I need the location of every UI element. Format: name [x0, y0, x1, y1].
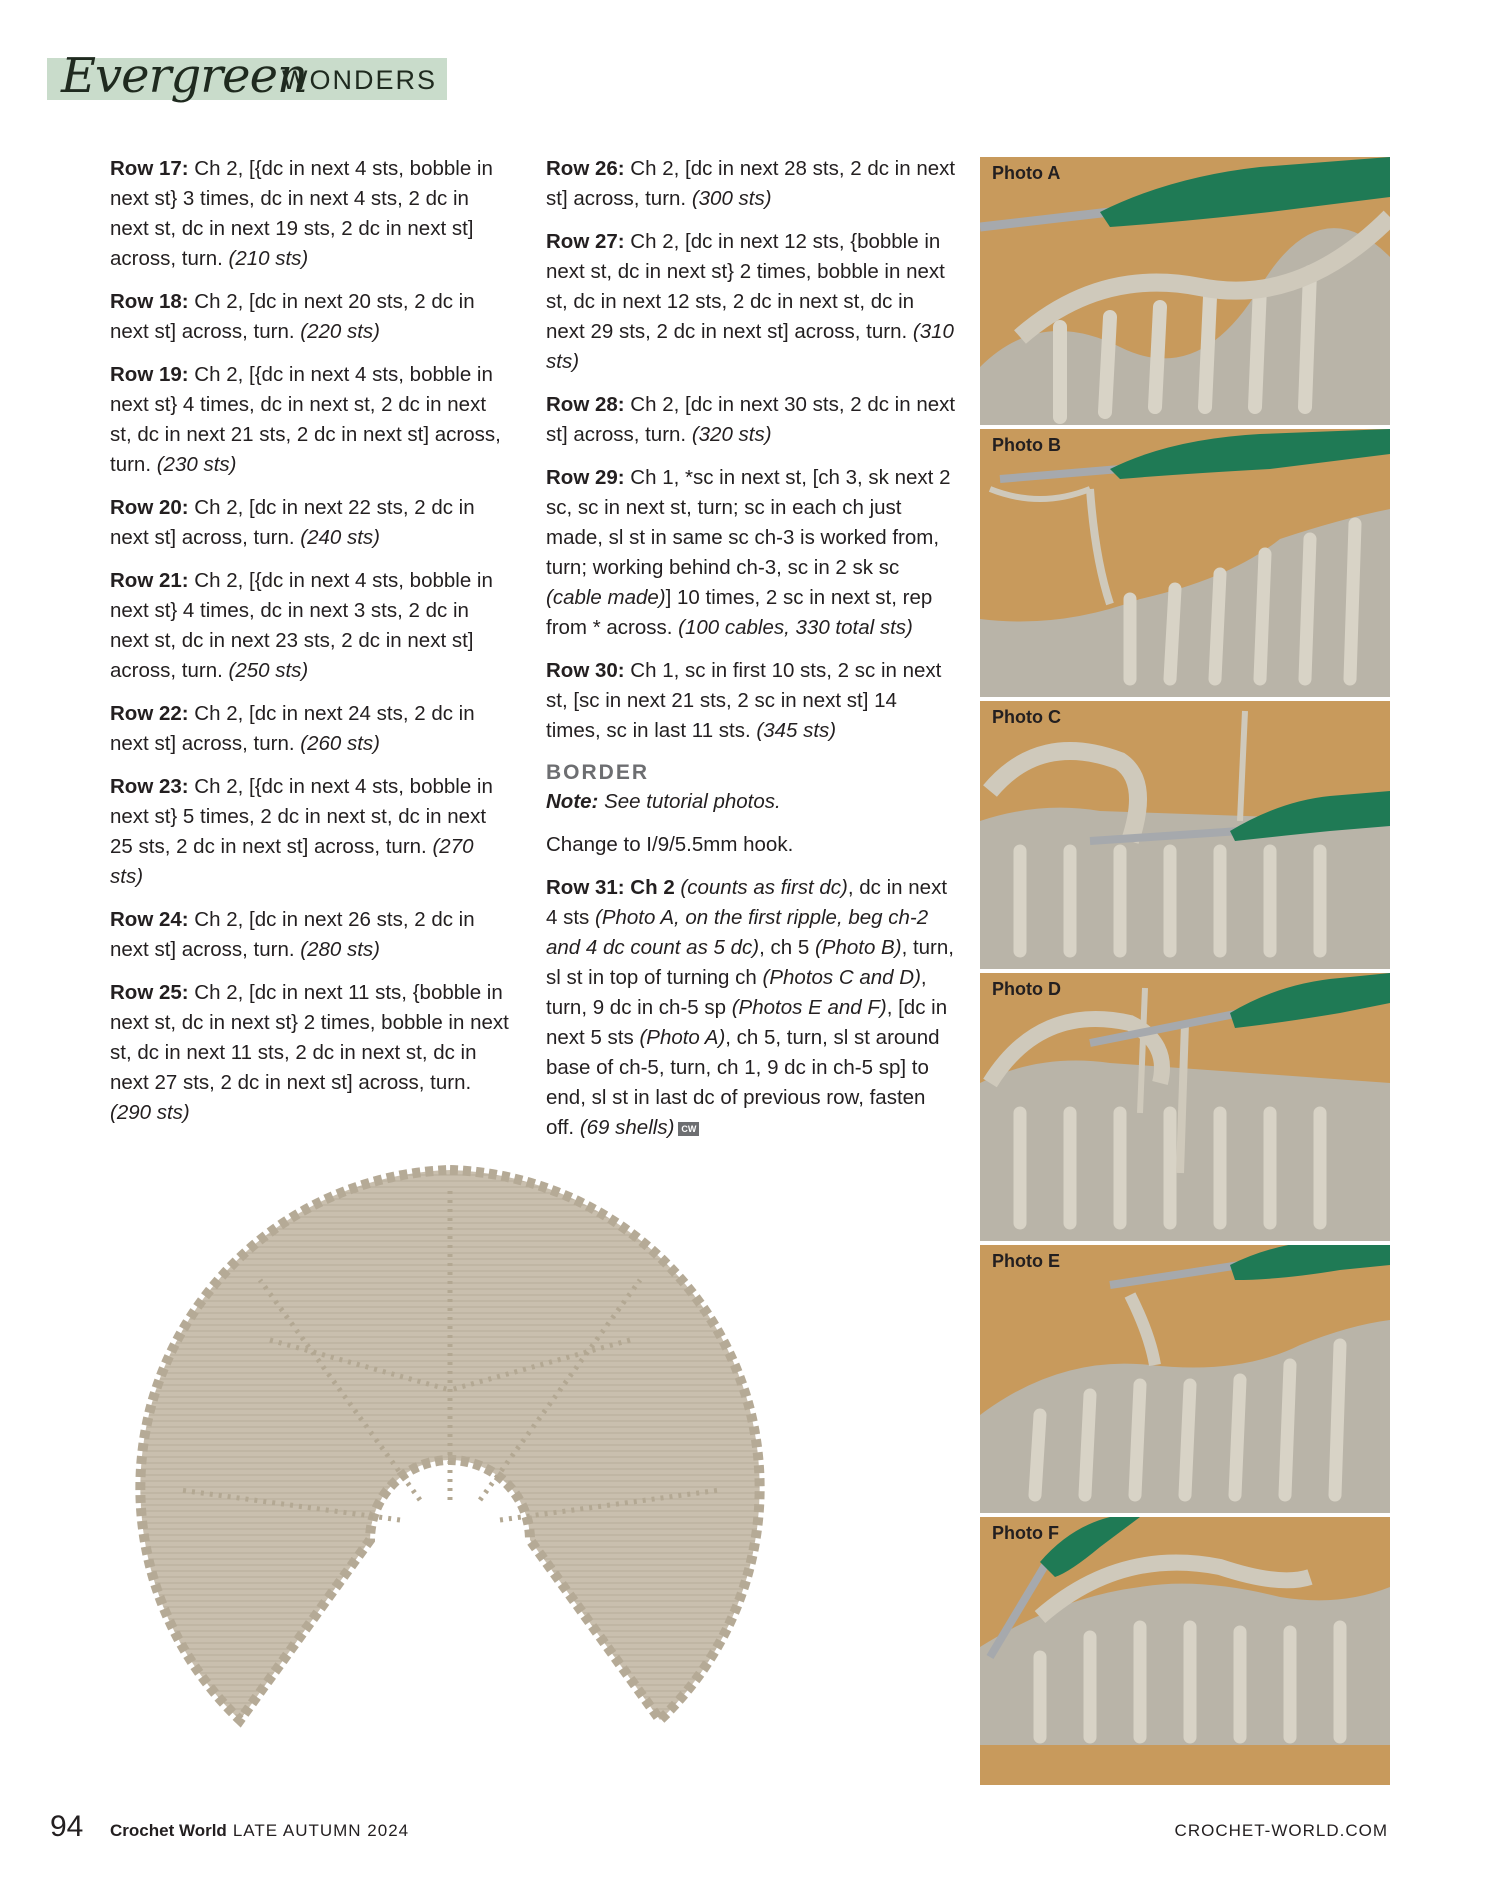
stitch-count: (280 sts): [300, 938, 381, 961]
row-label: Row 18:: [110, 290, 189, 313]
pattern-row: [546, 227, 956, 377]
photo-label: Photo A: [992, 163, 1061, 183]
stitch-count: (100 cables, 330 total sts): [678, 616, 913, 639]
row-text: Ch 2, [dc in next 26 sts, 2 dc in next st] across, turn.: [110, 908, 475, 961]
row-31-segment: , ch 5, turn, sl st around base of ch-5, turn, ch 1, 9 dc in ch-5 sp] to end, sl st in last dc of previous row, fasten off.: [546, 1026, 940, 1139]
row-text: Ch 1, sc in first 10 sts, 2 sc in next st, [sc in next 21 sts, 2 sc in next st] 14 times, sc in last 11 sts.: [546, 659, 942, 742]
page-number: 94: [50, 1810, 84, 1843]
row-label: Row 25:: [110, 981, 189, 1004]
row-text: Ch 2, [{dc in next 4 sts, bobble in next st} 5 times, 2 dc in next st, dc in next 25 sts, 2 dc in next st] across, turn.: [110, 775, 493, 858]
row-italic-note: (cable made): [546, 586, 666, 609]
header-caps-word: WONDERS: [282, 65, 437, 95]
photo-label: Photo C: [992, 707, 1061, 727]
row-text: Ch 2, [dc in next 12 sts, {bobble in next st, dc in next st} 2 times, bobble in next st, dc in next 12 sts, 2 dc in next st, dc in next 29 sts, 2 dc in next st] across, turn.: [546, 230, 945, 343]
pattern-row: [546, 390, 956, 450]
row-31-italic-segment: (Photo A): [639, 1026, 726, 1049]
pattern-row: [110, 287, 510, 347]
pattern-row: [110, 493, 510, 553]
photo-d: [980, 973, 1390, 1241]
photo-label: Photo D: [992, 979, 1061, 999]
note-label: Note:: [546, 790, 599, 813]
row-text: Ch 2, [dc in next 20 sts, 2 dc in next st] across, turn.: [110, 290, 475, 343]
row-text: Ch 2, [dc in next 30 sts, 2 dc in next st] across, turn.: [546, 393, 956, 446]
row-label: Row 31: Ch 2: [546, 876, 675, 899]
stitch-count: (240 sts): [300, 526, 381, 549]
photo-a: [980, 157, 1390, 425]
pattern-row: [546, 656, 956, 746]
row-text: Ch 2, [dc in next 11 sts, {bobble in next st, dc in next st} 2 times, bobble in next st, dc in next 11 sts, 2 dc in next st, dc in next 27 sts, 2 dc in next st] across, turn.: [110, 981, 509, 1094]
stitch-count: (300 sts): [691, 187, 772, 210]
section-header: [47, 48, 447, 104]
row-text: Ch 2, [dc in next 22 sts, 2 dc in next st] across, turn.: [110, 496, 475, 549]
tree-skirt-photo: [120, 1160, 780, 1760]
stitch-count: (220 sts): [300, 320, 381, 343]
stitch-count: (320 sts): [691, 423, 772, 446]
pattern-row: [110, 699, 510, 759]
row-label: Row 19:: [110, 363, 189, 386]
row-label: Row 28:: [546, 393, 625, 416]
row-label: Row 20:: [110, 496, 189, 519]
row-31-segment: , turn, 9 dc in ch-5 sp: [546, 966, 927, 1019]
row-text: Ch 2, [dc in next 24 sts, 2 dc in next st] across, turn.: [110, 702, 475, 755]
row-31-italic-segment: (69 shells): [579, 1116, 675, 1139]
row-label: Row 27:: [546, 230, 625, 253]
pattern-row: [110, 905, 510, 965]
row-label: Row 29:: [546, 466, 625, 489]
magazine-name: Crochet World: [110, 1821, 227, 1840]
pattern-row: [546, 463, 956, 643]
stitch-count: (230 sts): [156, 453, 237, 476]
row-31-segment: , turn, sl st in top of turning ch: [546, 936, 954, 989]
border-note: [546, 787, 956, 817]
row-31-italic-segment: (Photo A, on the first ripple, beg ch-2 and 4 dc count as 5 dc): [546, 906, 929, 959]
pattern-row-31: [546, 873, 956, 1143]
row-31-italic-segment: (Photos C and D): [762, 966, 921, 989]
photo-b: [980, 429, 1390, 697]
photo-b-image: [980, 429, 1390, 697]
photo-f: [980, 1517, 1390, 1785]
row-label: Row 21:: [110, 569, 189, 592]
stitch-count: (310 sts): [546, 320, 954, 373]
photo-label: Photo B: [992, 435, 1061, 455]
row-text: Ch 2, [{dc in next 4 sts, bobble in next st} 3 times, dc in next 4 sts, 2 dc in next st, dc in next 19 sts, 2 dc in next st] across, turn.: [110, 157, 493, 270]
stitch-count: (270 sts): [110, 835, 474, 888]
row-text: Ch 1, *sc in next st, [ch 3, sk next 2 sc, sc in next st, turn; sc in each ch just made, sl st in same sc ch-3 is worked from, turn; working behind ch-3, sc in 2 sk sc: [546, 466, 951, 579]
pattern-row: [546, 154, 956, 214]
left-column: [110, 154, 510, 1141]
photo-f-image: [980, 1517, 1390, 1745]
row-label: Row 30:: [546, 659, 625, 682]
pattern-row: [110, 772, 510, 892]
row-label: Row 17:: [110, 157, 189, 180]
pattern-row: [110, 978, 510, 1128]
row-31-segment: , ch 5: [759, 936, 815, 959]
row-31-text: [546, 876, 954, 1139]
row-31-italic-segment: (Photos E and F): [731, 996, 887, 1019]
border-heading: BORDER: [546, 761, 650, 784]
issue-label: LATE AUTUMN 2024: [232, 1821, 410, 1840]
pattern-row: [110, 154, 510, 274]
stitch-count: (290 sts): [110, 1101, 190, 1124]
note-text: See tutorial photos.: [598, 790, 781, 813]
row-label: Row 23:: [110, 775, 189, 798]
row-31-segment: , [dc in next 5 sts: [546, 996, 948, 1049]
magazine-credit: [110, 1821, 409, 1841]
photo-e-image: [980, 1245, 1390, 1513]
row-label: Row 26:: [546, 157, 625, 180]
stitch-count: (260 sts): [300, 732, 381, 755]
photo-e: [980, 1245, 1390, 1513]
row-text: Ch 2, [{dc in next 4 sts, bobble in next st} 4 times, dc in next 3 sts, 2 dc in next st, dc in next 23 sts, 2 dc in next st] across, turn.: [110, 569, 493, 682]
cw-end-mark: CW: [678, 1122, 699, 1136]
photo-c: [980, 701, 1390, 969]
site-url: CROCHET-WORLD.COM: [1174, 1821, 1388, 1840]
stitch-count: (345 sts): [756, 719, 837, 742]
row-31-italic-segment: (counts as first dc): [680, 876, 848, 899]
row-label: Row 22:: [110, 702, 189, 725]
hook-instruction: Change to I/9/5.5mm hook.: [546, 833, 794, 856]
row-text: ] 10 times, 2 sc in next st, rep from * across.: [546, 586, 933, 639]
pattern-row: [110, 566, 510, 686]
row-31-segment: , dc in next 4 sts: [546, 876, 948, 929]
stitch-count: (210 sts): [228, 247, 309, 270]
row-text: Ch 2, [{dc in next 4 sts, bobble in next st} 4 times, dc in next st, 2 dc in next st, dc in next 21 sts, 2 dc in next st] across, turn.: [110, 363, 501, 476]
photo-label: Photo F: [992, 1523, 1059, 1543]
pattern-row: [110, 360, 510, 480]
right-column: [546, 154, 956, 1156]
photo-d-image: [980, 973, 1390, 1241]
row-text: Ch 2, [dc in next 28 sts, 2 dc in next st] across, turn.: [546, 157, 956, 210]
stitch-count: (250 sts): [228, 659, 309, 682]
photo-a-image: [980, 157, 1390, 425]
photo-c-image: [980, 701, 1390, 969]
header-script-word: Evergreen: [61, 48, 307, 104]
row-31-italic-segment: (Photo B): [814, 936, 902, 959]
row-label: Row 24:: [110, 908, 189, 931]
photo-label: Photo E: [992, 1251, 1060, 1271]
